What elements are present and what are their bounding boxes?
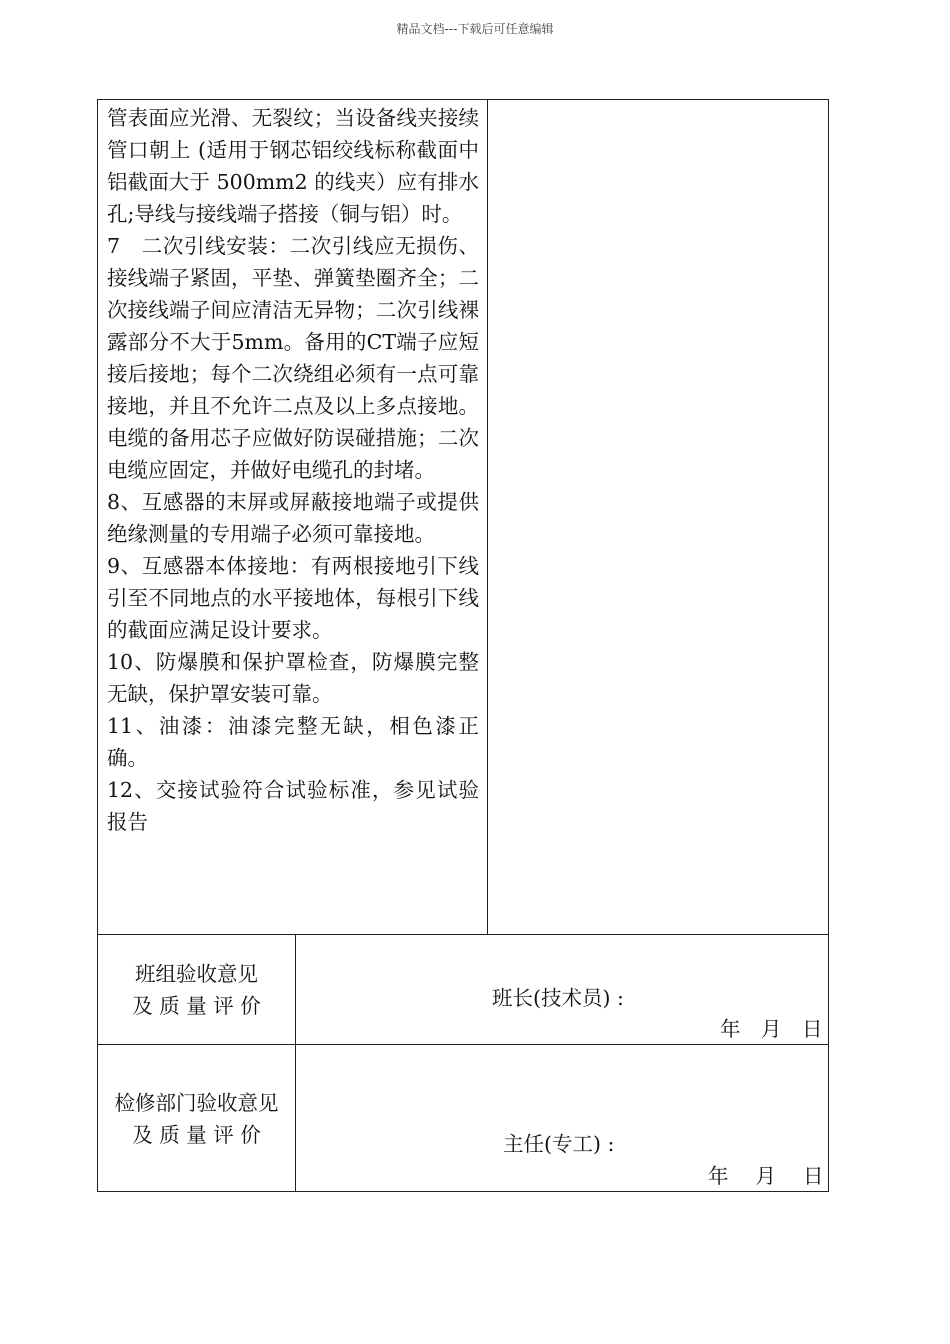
team-review-date: 年 月 日 [720,1017,823,1041]
inspection-requirements [107,102,479,838]
requirement-paragraph: 8、互感器的末屏或屏蔽接地端子或提供绝缘测量的专用端子必须可靠接地。 [107,490,479,546]
team-review-label-line1: 班组验收意见 [135,962,258,986]
row-divider-dept [97,1044,829,1045]
team-leader-signature: 班长(技术员) : [492,986,624,1010]
dept-review-date: 年 月 日 [708,1164,824,1188]
requirement-paragraph: 9、互感器本体接地：有两根接地引下线引至不同地点的水平接地体，每根引下线的截面应满足设计要求。 [107,554,479,642]
row-divider-team [97,934,829,935]
dept-review-label [97,1087,296,1151]
team-review-label-line2: 及 质 量 评 价 [132,994,261,1018]
requirement-paragraph: 11、油漆：油漆完整无缺，相色漆正确。 [107,714,479,770]
requirement-paragraph: 管表面应光滑、无裂纹；当设备线夹接续管口朝上 (适用于钢芯铝绞线标称截面中铝截面大于 500mm2 的线夹）应有排水孔;导线与接线端子搭接（铜与铝）时。 [107,106,479,226]
page-header: 精品文档---下载后可任意编辑 [396,22,554,36]
requirement-paragraph: 12、交接试验符合试验标准，参见试验报告 [107,778,479,834]
team-review-label [97,958,296,1022]
director-signature: 主任(专工) : [503,1132,615,1156]
requirement-paragraph: 7 二次引线安装：二次引线应无损伤、接线端子紧固，平垫、弹簧垫圈齐全；二次接线端子间应清洁无异物；二次引线裸露部分不大于5mm。备用的CT端子应短接后接地；每个二次绕组必须有一点可靠接地，并且不允许二点及以上多点接地。电缆的备用芯子应做好防误碰措施；二次电缆应固定，并做好电缆孔的封堵。 [107,234,479,482]
dept-review-label-line2: 及 质 量 评 价 [132,1123,261,1147]
dept-review-label-line1: 检修部门验收意见 [114,1091,279,1115]
requirement-paragraph: 10、防爆膜和保护罩检查，防爆膜完整无缺，保护罩安装可靠。 [107,650,479,706]
column-divider [487,99,488,935]
